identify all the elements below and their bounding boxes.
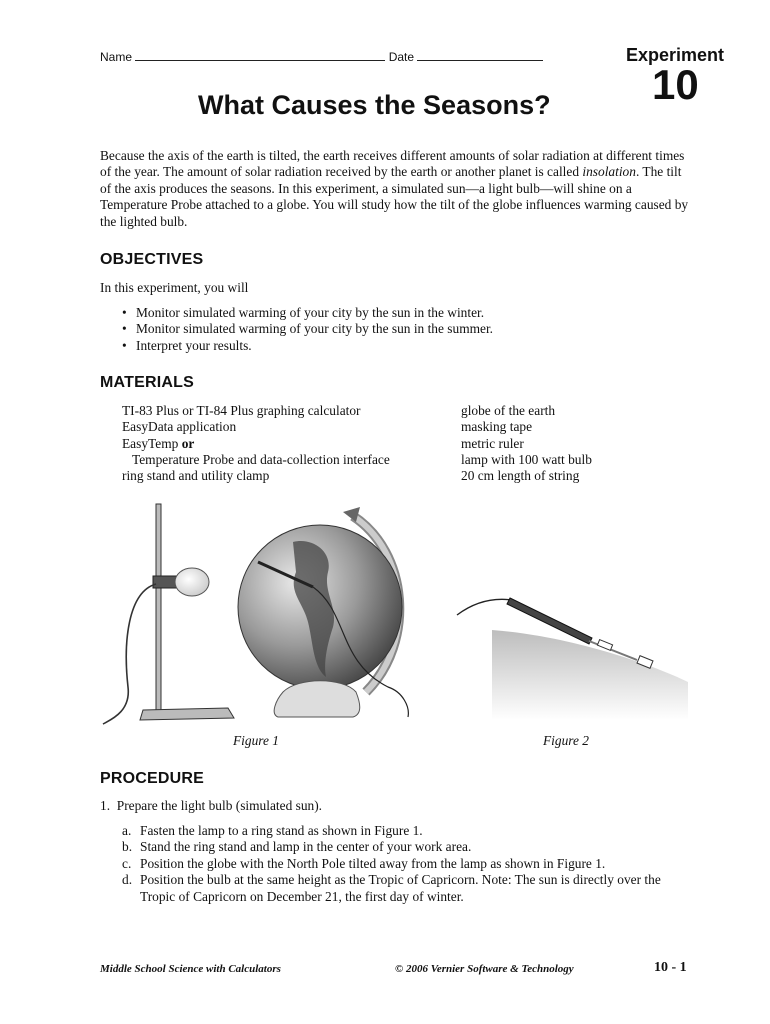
figure-1-caption: Figure 1 [233, 733, 279, 748]
material-item: lamp with 100 watt bulb [461, 451, 592, 467]
material-item: Temperature Probe and data-collection interface [132, 451, 390, 467]
material-item: metric ruler [461, 435, 524, 451]
substep-label: c. [122, 855, 132, 871]
experiment-number: 10 [652, 61, 699, 108]
ring-stand-icon [140, 504, 234, 720]
experiment-label: Experiment [626, 45, 725, 65]
material-item: globe of the earth [461, 403, 556, 418]
list-item: • Interpret your results. [122, 338, 493, 354]
substep-label: d. [122, 872, 133, 888]
intro-italic-term: insolation [582, 164, 636, 180]
page-number: 10 - 1 [654, 960, 687, 975]
substep-a [122, 823, 692, 839]
material-item: masking tape [461, 419, 533, 435]
substep-c [122, 856, 692, 872]
globe-surface-icon [492, 630, 688, 720]
substep-text: Position the globe with the North Pole tilted away from the lamp as shown in Figure 1. [140, 855, 606, 871]
substep-text: Position the bulb at the same height as the Tropic of Capricorn. Note: The sun is directly over the Tropic of Capricorn on December 21, the first day of winter. [140, 872, 661, 904]
substep-label: a. [122, 823, 132, 838]
substep-text: Stand the ring stand and lamp in the center of your work area. [140, 839, 472, 855]
material-item [122, 436, 390, 452]
objectives-heading: OBJECTIVES [100, 251, 204, 268]
figure-2-illustration [452, 510, 692, 720]
date-label: Date [388, 50, 415, 64]
figure-2-caption: Figure 2 [543, 733, 589, 748]
name-label: Name [100, 50, 133, 64]
name-blank [135, 51, 385, 61]
intro-text-2: . The tilt of the axis produces the seasons. In this experiment, a simulated sun—a light bulb—will shine on a Temperature Probe attached to a globe. You will study how the tilt of the globe influences warming caused by the lighted bulb. [100, 164, 689, 229]
figure-1-illustration [98, 492, 428, 732]
step-number: 1. [100, 798, 111, 813]
material-item: EasyData application [122, 419, 237, 435]
material-or: or [181, 435, 195, 451]
substep-text: Fasten the lamp to a ring stand as shown in Figure 1. [140, 823, 423, 838]
procedure-substeps [122, 823, 692, 905]
materials-right-column [461, 403, 592, 484]
substep-d [122, 872, 692, 905]
procedure-step-1 [100, 798, 322, 814]
list-item: • Monitor simulated warming of your city by the sun in the winter. [122, 305, 493, 321]
material-item: TI-83 Plus or TI-84 Plus graphing calculator [122, 403, 361, 418]
intro-paragraph [100, 148, 690, 230]
substep-label: b. [122, 839, 133, 855]
materials-left-column [122, 403, 390, 484]
list-item: • Monitor simulated warming of your city by the sun in the summer. [122, 321, 493, 337]
material-text: EasyTemp [122, 435, 182, 451]
procedure-heading: PROCEDURE [100, 770, 205, 787]
name-date-line [100, 50, 543, 64]
footer-book-title: Middle School Science with Calculators [100, 963, 281, 975]
objectives-list [122, 305, 493, 354]
substep-b [122, 839, 692, 855]
page-title: What Causes the Seasons? [198, 90, 551, 120]
date-blank [417, 51, 543, 61]
material-item: ring stand and utility clamp [122, 468, 270, 484]
globe-icon [238, 507, 408, 717]
intro-text-1: Because the axis of the earth is tilted, the earth receives different amounts of solar radiation at different times of the year. The amount of solar radiation received by the earth or another planet is called [100, 148, 685, 180]
footer-copyright: © 2006 Vernier Software & Technology [395, 963, 574, 975]
step-text: Prepare the light bulb (simulated sun). [116, 798, 323, 813]
objectives-lead: In this experiment, you will [100, 280, 249, 295]
material-item: 20 cm length of string [461, 468, 580, 484]
materials-heading: MATERIALS [100, 374, 194, 391]
